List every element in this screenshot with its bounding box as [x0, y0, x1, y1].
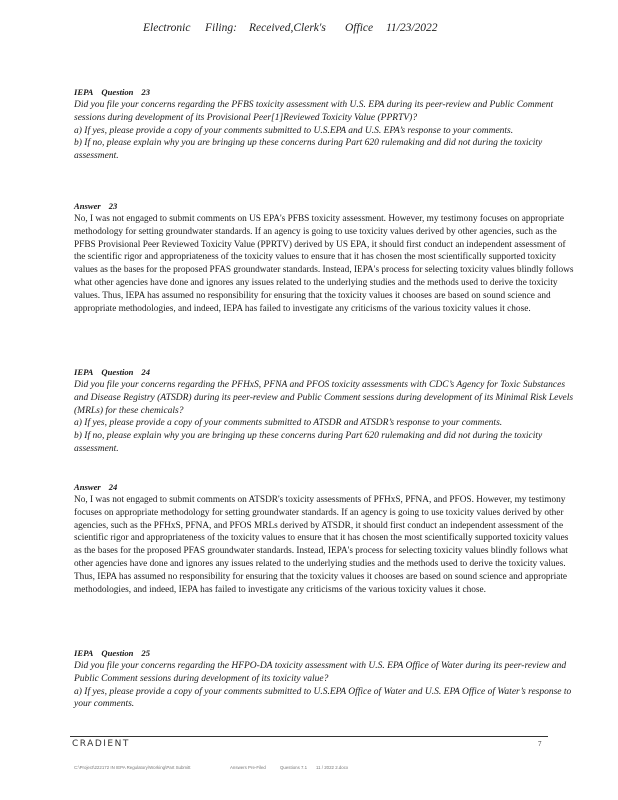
footer-doc-date: 11 / 2022 2.docx [316, 765, 349, 770]
question-prefix: IEPA [74, 87, 94, 97]
question-text [74, 660, 574, 711]
question-part-a: a) If yes, please provide a copy of your comments submitted to U.S.EPA Office of Water and U.S. EPA Office of Water’s response to your comments. [74, 686, 572, 710]
question-label [74, 648, 574, 658]
question-text [74, 379, 574, 456]
answer-block-23 [74, 201, 574, 315]
company-logo: CRADIENT [72, 739, 130, 749]
question-main: Did you file your concerns regarding the HFPO-DA toxicity assessment with U.S. EPA Office of Water during its peer-review and Public Comment sessions during development of its toxicity value? [74, 661, 567, 684]
question-part-b: b) If no, please explain why you are bringing up these concerns during Part 620 rulemaking and did not during the toxicity assessment. [74, 138, 543, 162]
filing-header [0, 22, 618, 38]
question-main: Did you file your concerns regarding the PFHxS, PFNA and PFOS toxicity assessments with CDC’s Agency for Toxic Substances and Disease Registry (ATSDR) during its peer-review and Public Comment sessions during development of its Minimal Risk Levels (MRLs) for these chemicals? [74, 380, 574, 416]
question-prefix: IEPA [74, 648, 94, 658]
question-block-25 [74, 648, 574, 711]
question-number: 23 [141, 87, 151, 97]
answer-text: No, I was not engaged to submit comments on US EPA's PFBS toxicity assessment. However, my testimony focuses on appropriate methodology for setting groundwater standards. If an agency is going to use toxicity values derived by other agencies, such as the PFBS Provisional Peer Reviewed Toxicity Value (PPRTV) derived by US EPA, it should first conduct an independent assessment of the scientific rigor and appropriateness of the toxicity values to ensure that it has chosen the most scientifically supported toxicity values as the bases for the proposed PFAS groundwater standards. Instead, IEPA's process for selecting toxicity values blindly follows what other agencies have done and ignores any issues related to the underlying studies and the methods used to derive the toxicity values. Thus, IEPA has assumed no responsibility for ensuring that the toxicity values it chooses are based on sound science and appropriate methodologies, and indeed, IEPA has failed to investigate any criticisms of the various toxicity values it chose. [74, 214, 574, 314]
question-label [74, 367, 574, 377]
header-date: 11/23/2022 [386, 22, 438, 34]
question-word: Question [101, 367, 134, 377]
question-main: Did you file your concerns regarding the PFBS toxicity assessment with U.S. EPA during its peer-review and Public Comment sessions during development of its Provisional Peer[1]Reviewed Toxicity Value (PPRTV)? [74, 100, 554, 123]
question-text [74, 99, 574, 163]
question-word: Question [101, 648, 134, 658]
answer-word: Answer [74, 482, 101, 492]
question-block-23 [74, 87, 574, 163]
header-received: Received,Clerk's [249, 22, 326, 34]
question-number: 24 [141, 367, 151, 377]
answer-word: Answer [74, 201, 101, 211]
question-part-a: a) If yes, please provide a copy of your comments submitted to ATSDR and ATSDR’s response to your comments. [74, 418, 503, 429]
question-part-b: b) If no, please explain why you are bringing up these concerns during Part 620 rulemaking and did not during the toxicity assessment. [74, 431, 543, 454]
footer-file-path: C:\Project\222172 IN IEPA Regulatory\Working\Part Submitt [74, 765, 191, 770]
answer-label [74, 482, 574, 492]
answer-text: No, I was not engaged to submit comments on ATSDR's toxicity assessments of PFHxS, PFNA, and PFOS. However, my testimony focuses on appropriate methodology for setting groundwater standards. If an agency is going to use toxicity values derived by other agencies, such as the PFHxS, PFNA, and PFOS MRLs derived by ATSDR, it should first conduct an independent assessment of the scientific rigor and appropriateness of the toxicity values to ensure that it has chosen the most scientifically supported toxicity values as the bases for the proposed PFAS groundwater standards. Instead, IEPA's process for selecting toxicity values blindly follows what other agencies have done and ignores any issues related to the underlying studies and the methods used to derive the toxicity values. Thus, IEPA has assumed no responsibility for ensuring that the toxicity values it chooses are based on sound science and appropriate methodologies, and indeed, IEPA has failed to investigate any criticisms of the various toxicity values it chose. [74, 495, 569, 595]
answer-label [74, 201, 574, 211]
question-prefix: IEPA [74, 367, 94, 377]
answer-block-24 [74, 482, 574, 596]
header-filing: Filing: [205, 22, 237, 34]
page-number: 7 [538, 740, 542, 748]
footer-divider [70, 736, 548, 737]
question-word: Question [101, 87, 134, 97]
footer-doc-tag: Answers Pre-Filed [230, 765, 266, 770]
question-part-a: a) If yes, please provide a copy of your comments submitted to U.S.EPA and U.S. EPA’s response to your comments. [74, 125, 514, 136]
question-label [74, 87, 574, 97]
header-office: Office [345, 22, 374, 34]
answer-number: 23 [108, 201, 118, 211]
question-number: 25 [141, 648, 151, 658]
question-block-24 [74, 367, 574, 456]
footer-questions: Questions 7.1 [280, 765, 308, 770]
header-electronic: Electronic [143, 22, 191, 34]
answer-number: 24 [108, 482, 118, 492]
